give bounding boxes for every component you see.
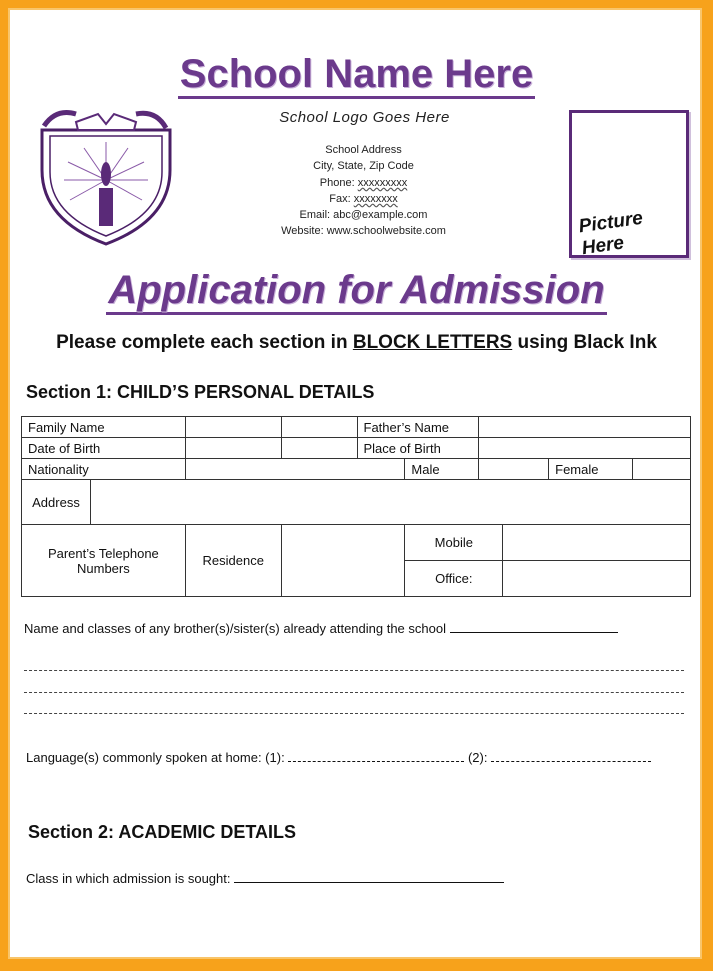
picture-placeholder-text: Picture Here xyxy=(577,207,645,260)
photo-box[interactable] xyxy=(569,110,689,258)
siblings-line-1[interactable] xyxy=(24,670,684,671)
address-field[interactable] xyxy=(91,480,690,524)
nationality-field[interactable] xyxy=(185,459,405,480)
mobile-label: Mobile xyxy=(405,525,503,561)
address-label: Address xyxy=(22,480,91,524)
language-2-blank[interactable] xyxy=(491,761,651,762)
language-1-blank[interactable] xyxy=(288,761,464,762)
place-of-birth-label: Place of Birth xyxy=(357,438,479,459)
residence-label: Residence xyxy=(185,525,281,597)
siblings-line-2[interactable] xyxy=(24,692,684,693)
date-of-birth-field[interactable] xyxy=(185,438,281,459)
family-name-field[interactable] xyxy=(185,417,281,438)
language-row: Language(s) commonly spoken at home: (1): (2): xyxy=(26,750,651,765)
personal-details-table xyxy=(21,416,691,597)
male-label: Male xyxy=(405,459,479,480)
school-website: Website: www.schoolwebsite.com xyxy=(281,225,446,237)
residence-field[interactable] xyxy=(281,525,405,597)
class-sought-row: Class in which admission is sought: xyxy=(26,871,504,886)
office-label: Office: xyxy=(405,561,503,597)
address-row xyxy=(22,480,691,525)
date-of-birth-label: Date of Birth xyxy=(22,438,186,459)
fathers-name-label: Father’s Name xyxy=(357,417,479,438)
logo-caption: School Logo Goes Here xyxy=(279,109,450,126)
female-checkbox[interactable] xyxy=(633,459,691,480)
family-name-field-2[interactable] xyxy=(281,417,357,438)
school-email: Email: abc@example.com xyxy=(299,209,428,221)
female-label: Female xyxy=(549,459,633,480)
school-city: City, State, Zip Code xyxy=(313,160,414,172)
section1-heading: Section 1: CHILD’S PERSONAL DETAILS xyxy=(26,382,375,402)
form-title: Application for Admission xyxy=(0,268,713,313)
place-of-birth-field[interactable] xyxy=(479,438,691,459)
school-name-title: School Name Here xyxy=(0,52,713,97)
siblings-question: Name and classes of any brother(s)/sister(s) already attending the school xyxy=(24,621,618,636)
siblings-answer-blank[interactable] xyxy=(450,632,618,633)
school-phone: Phone: xxxxxxxxx xyxy=(319,177,408,189)
fathers-name-field[interactable] xyxy=(479,417,691,438)
class-sought-blank[interactable] xyxy=(234,882,504,883)
nationality-label: Nationality xyxy=(22,459,186,480)
siblings-line-3[interactable] xyxy=(24,713,684,714)
school-fax: Fax: xxxxxxxx xyxy=(329,193,398,205)
family-name-label: Family Name xyxy=(22,417,186,438)
mobile-field[interactable] xyxy=(503,525,691,561)
office-field[interactable] xyxy=(503,561,691,597)
parents-phone-label: Parent’s Telephone Numbers xyxy=(22,525,186,597)
section2-heading: Section 2: ACADEMIC DETAILS xyxy=(28,822,297,842)
male-checkbox[interactable] xyxy=(479,459,549,480)
date-of-birth-field-2[interactable] xyxy=(281,438,357,459)
school-address: School Address xyxy=(325,144,402,156)
instruction-line: Please complete each section in BLOCK LETTERS using Black Ink xyxy=(56,332,657,353)
